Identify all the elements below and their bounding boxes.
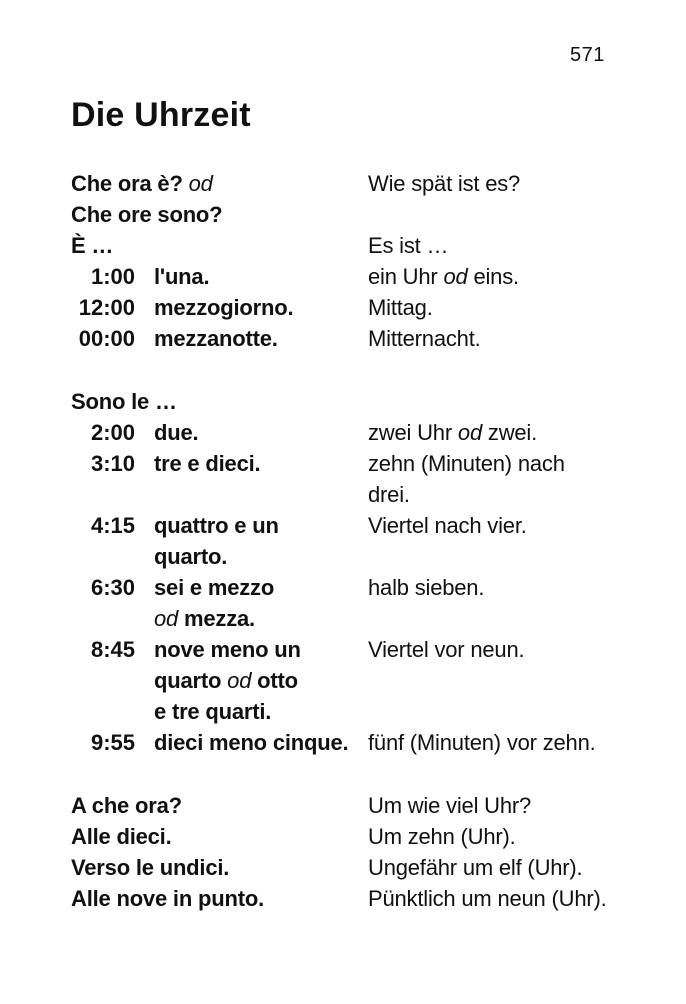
german-text: ein Uhr bbox=[368, 264, 438, 289]
time-value: 9:55 bbox=[90, 730, 135, 755]
italian-text: mezza. bbox=[184, 606, 255, 631]
list-item bbox=[0, 199, 686, 230]
italian-text: Che ore sono? bbox=[71, 202, 223, 227]
list-item bbox=[0, 541, 686, 572]
list-item bbox=[0, 168, 686, 199]
page-title: Die Uhrzeit bbox=[71, 96, 251, 134]
italian-text: quattro e un bbox=[154, 513, 279, 538]
italian-text: A che ora? bbox=[71, 793, 182, 818]
list-item bbox=[0, 417, 686, 448]
german-text: eins. bbox=[473, 264, 519, 289]
german-text: Viertel vor neun. bbox=[368, 637, 525, 662]
or-abbreviation: od bbox=[457, 420, 482, 445]
german-text: Viertel nach vier. bbox=[368, 513, 527, 538]
italian-text: otto bbox=[257, 668, 298, 693]
time-value: 00:00 bbox=[78, 326, 135, 351]
italian-text: Sono le … bbox=[71, 389, 177, 414]
list-item bbox=[0, 883, 686, 914]
german-text: Es ist … bbox=[368, 233, 449, 258]
italian-text: quarto bbox=[154, 668, 222, 693]
or-abbreviation: od bbox=[154, 606, 179, 631]
page-number: 571 bbox=[570, 44, 605, 66]
german-text: Mitternacht. bbox=[368, 326, 481, 351]
list-item bbox=[0, 696, 686, 727]
italian-text: e tre quarti. bbox=[154, 699, 272, 724]
italian-text: dieci meno cinque. bbox=[154, 730, 349, 755]
italian-text: mezzogiorno. bbox=[154, 295, 294, 320]
german-text: Pünktlich um neun (Uhr). bbox=[368, 886, 607, 911]
list-item bbox=[0, 727, 686, 758]
list-item bbox=[0, 479, 686, 510]
german-text: Ungefähr um elf (Uhr). bbox=[368, 855, 583, 880]
italian-text: quarto. bbox=[154, 544, 228, 569]
german-text: Um wie viel Uhr? bbox=[368, 793, 532, 818]
list-item bbox=[0, 790, 686, 821]
italian-text: nove meno un bbox=[154, 637, 301, 662]
or-abbreviation: od bbox=[227, 668, 252, 693]
list-item bbox=[0, 603, 686, 634]
german-text: zehn (Minuten) nach bbox=[368, 451, 565, 476]
list-item bbox=[0, 261, 686, 292]
list-item bbox=[0, 292, 686, 323]
time-value: 3:10 bbox=[90, 451, 135, 476]
german-text: fünf (Minuten) vor zehn. bbox=[368, 730, 596, 755]
german-text: zwei Uhr bbox=[368, 420, 452, 445]
italian-text: Che ora è? bbox=[71, 171, 183, 196]
list-item bbox=[0, 572, 686, 603]
list-item bbox=[0, 386, 686, 417]
time-value: 1:00 bbox=[90, 264, 135, 289]
german-text: Mittag. bbox=[368, 295, 433, 320]
italian-text: mezzanotte. bbox=[154, 326, 278, 351]
time-value: 12:00 bbox=[78, 295, 135, 320]
time-value: 6:30 bbox=[90, 575, 135, 600]
italian-text: Alle nove in punto. bbox=[71, 886, 264, 911]
german-text: Um zehn (Uhr). bbox=[368, 824, 516, 849]
list-item bbox=[0, 634, 686, 665]
german-text: drei. bbox=[368, 482, 410, 507]
italian-text: È … bbox=[71, 233, 114, 258]
italian-text: sei e mezzo bbox=[154, 575, 275, 600]
list-item bbox=[0, 821, 686, 852]
vocabulary-list bbox=[0, 168, 686, 914]
list-item bbox=[0, 665, 686, 696]
time-value: 8:45 bbox=[90, 637, 135, 662]
time-value: 2:00 bbox=[90, 420, 135, 445]
italian-text: tre e dieci. bbox=[154, 451, 261, 476]
german-text: zwei. bbox=[487, 420, 538, 445]
german-text: Wie spät ist es? bbox=[368, 171, 521, 196]
or-abbreviation: od bbox=[443, 264, 468, 289]
italian-text: Verso le undici. bbox=[71, 855, 230, 880]
list-item bbox=[0, 510, 686, 541]
italian-text: Alle dieci. bbox=[71, 824, 172, 849]
time-value: 4:15 bbox=[90, 513, 135, 538]
list-item bbox=[0, 323, 686, 354]
italian-text: l'una. bbox=[154, 264, 210, 289]
list-item bbox=[0, 230, 686, 261]
list-item bbox=[0, 852, 686, 883]
or-abbreviation: od bbox=[188, 171, 213, 196]
list-item bbox=[0, 448, 686, 479]
italian-text: due. bbox=[154, 420, 199, 445]
german-text: halb sieben. bbox=[368, 575, 485, 600]
